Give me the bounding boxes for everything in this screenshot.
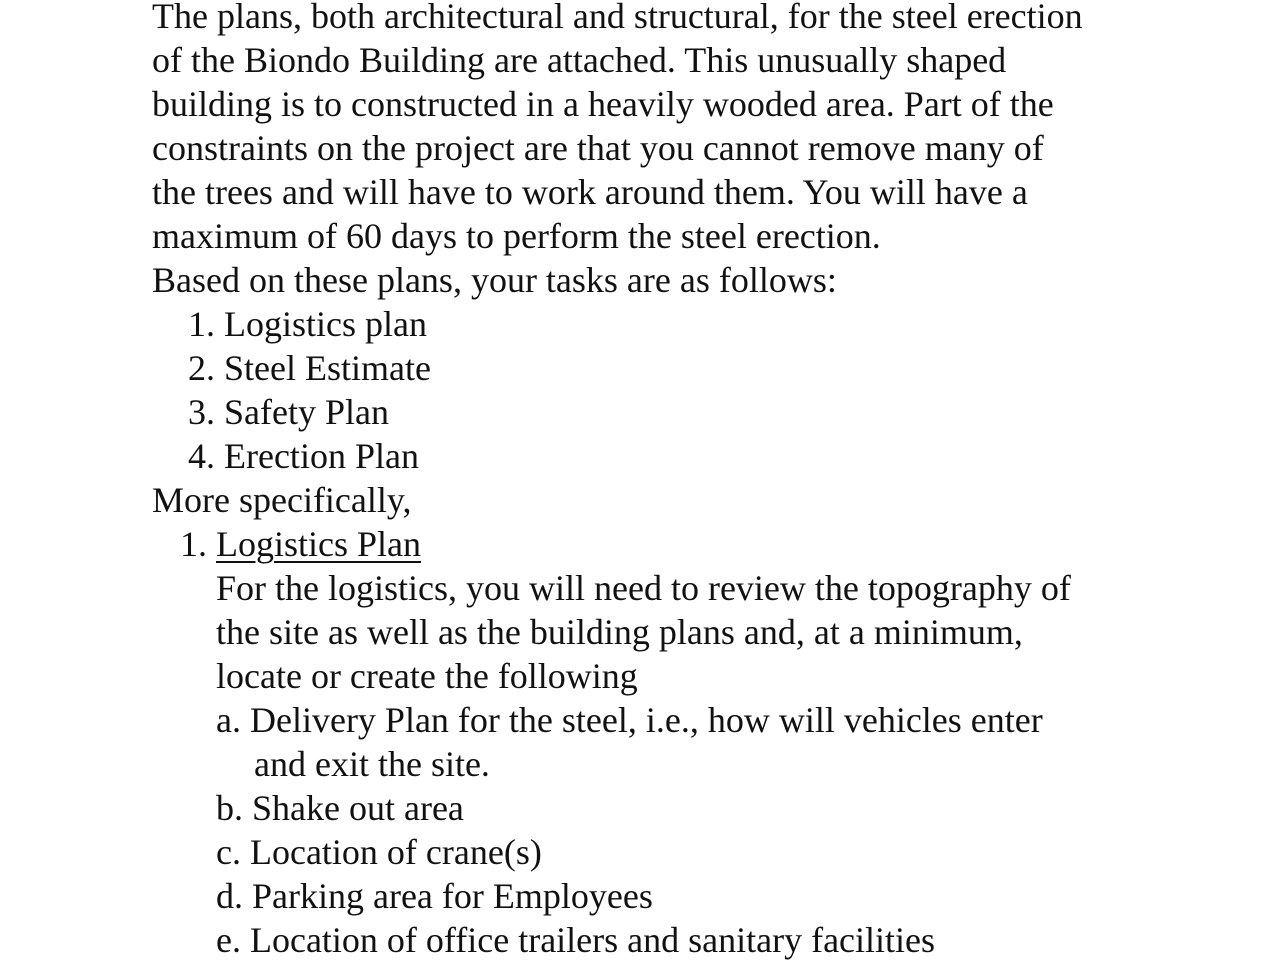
intro-line: building is to constructed in a heavily wooded area. Part of the — [152, 84, 1054, 124]
list-item-text: c. Location of crane(s) — [216, 832, 542, 872]
logistics-body — [152, 566, 1262, 962]
intro-line: constraints on the project are that you cannot remove many of — [152, 128, 1044, 168]
list-item-text: d. Parking area for Employees — [216, 876, 653, 916]
intro-line: of the Biondo Building are attached. This unusually shaped — [152, 40, 1007, 80]
more-specifically: More specifically, — [152, 480, 412, 520]
logistics-description-line: the site as well as the building plans and, at a minimum, — [216, 612, 1023, 652]
logistics-description-line: locate or create the following — [216, 656, 638, 696]
intro-line: the trees and will have to work around them. You will have a — [152, 172, 1028, 212]
logistics-number: 1. — [180, 524, 207, 564]
list-item-text: e. Location of office trailers and sanitary facilities — [216, 920, 936, 960]
list-item-continuation: and exit the site. — [254, 744, 490, 784]
task-item: 1. Logistics plan — [188, 304, 427, 344]
task-item: 3. Safety Plan — [188, 392, 389, 432]
list-item-text: b. Shake out area — [216, 788, 464, 828]
logistics-description-line: For the logistics, you will need to review the topography of — [216, 568, 1071, 608]
list-item — [216, 874, 1262, 918]
list-item — [216, 830, 1262, 874]
logistics-items — [216, 698, 1262, 962]
task-item: 2. Steel Estimate — [188, 348, 431, 388]
list-item-text: a. Delivery Plan for the steel, i.e., how will vehicles enter — [216, 700, 1043, 740]
list-item — [216, 786, 1262, 830]
task-item: 4. Erection Plan — [188, 436, 419, 476]
task-list — [152, 302, 1262, 478]
list-item — [216, 698, 1262, 786]
list-item — [216, 918, 1262, 962]
document-body — [152, 0, 1262, 962]
intro-line: The plans, both architectural and structural, for the steel erection — [152, 0, 1083, 36]
intro-line: maximum of 60 days to perform the steel erection. — [152, 216, 881, 256]
logistics-title: Logistics Plan — [216, 524, 421, 564]
logistics-heading — [152, 522, 1262, 566]
tasks-lead: Based on these plans, your tasks are as follows: — [152, 260, 837, 300]
